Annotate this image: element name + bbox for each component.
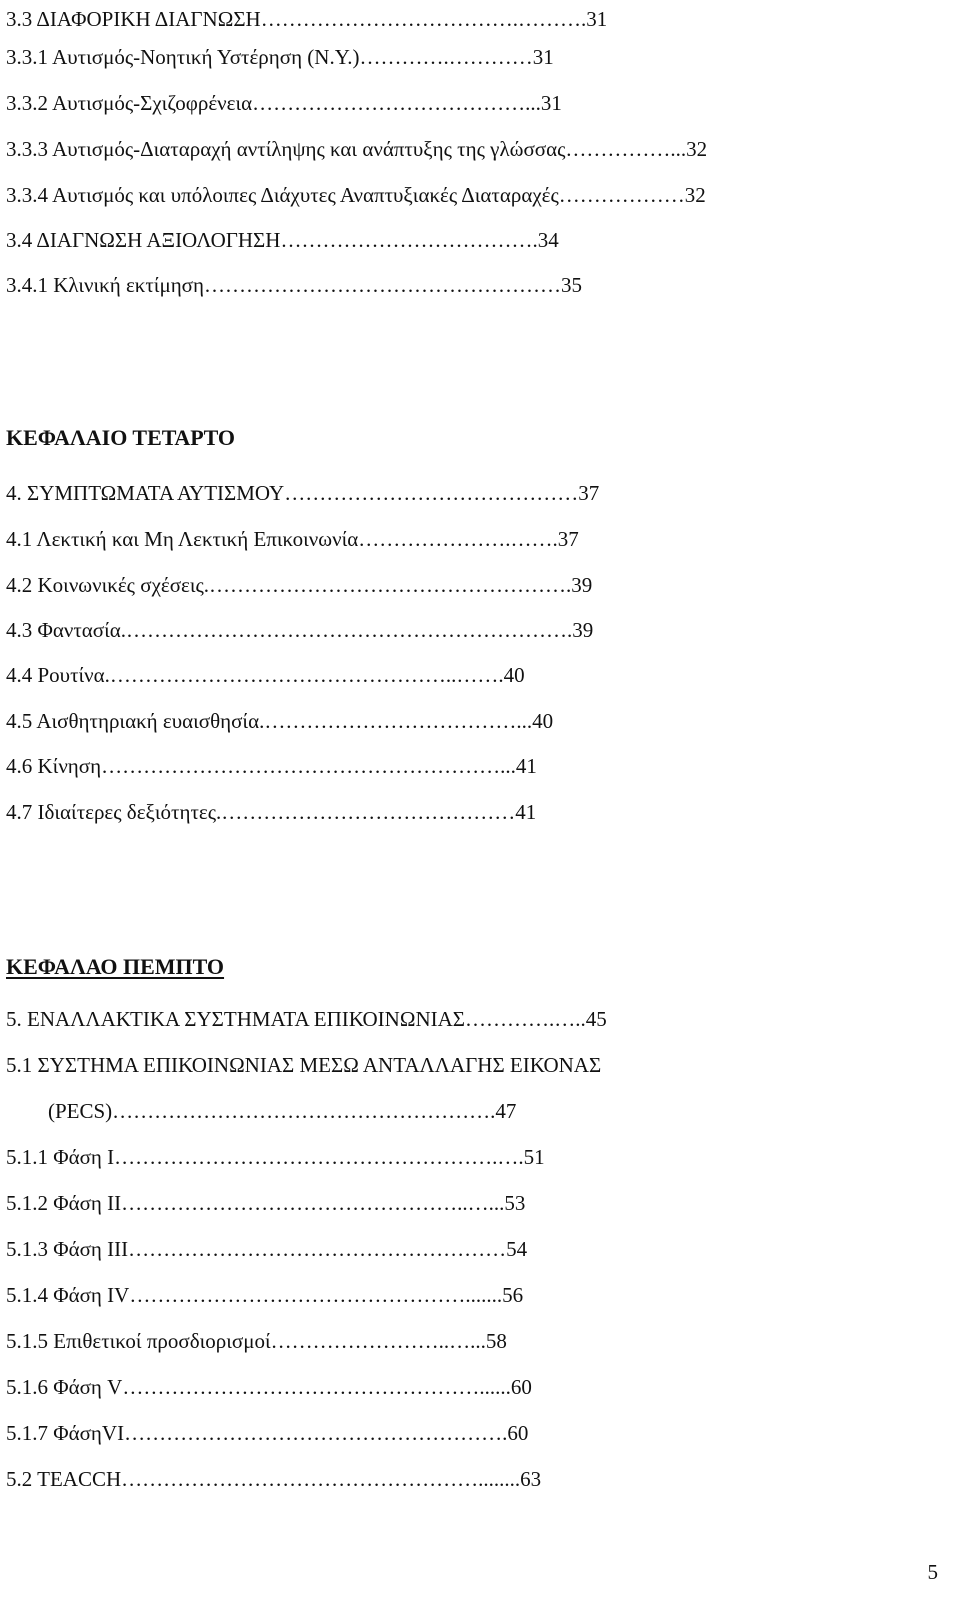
toc-entry-5-1-4: 5.1.4 Φάση ΙV………………………………………….......56 <box>6 1283 524 1307</box>
toc-entry-4-3: 4.3 Φαντασία.……………………………………………………….39 <box>6 618 594 642</box>
toc-entry-4-5: 4.5 Αισθητηριακή ευαισθησία.………………………………...40 <box>6 709 554 733</box>
toc-entry-4-6: 4.6 Κίνηση…………………………………………………...41 <box>6 754 537 778</box>
toc-entry-5-1-3: 5.1.3 Φάση ΙΙΙ………………………………………………54 <box>6 1237 528 1261</box>
toc-entry-5-1-1: 5.1.1 Φάση Ι……………………………………………….….51 <box>6 1145 545 1169</box>
toc-entry-5-1-cont: (PECS)……………………………………………….47 <box>48 1099 517 1123</box>
toc-entry-4-1: 4.1 Λεκτική και Μη Λεκτική Επικοινωνία………………….…….37 <box>6 527 579 551</box>
toc-entry-3-3-4: 3.3.4 Αυτισμός και υπόλοιπες Διάχυτες Αναπτυξιακές Διαταραχές………………32 <box>6 183 706 207</box>
toc-entry-5-1-2: 5.1.2 Φάση ΙΙ…………………………………………..…...53 <box>6 1191 526 1215</box>
toc-entry-4-7: 4.7 Ιδιαίτερες δεξιότητες.……………………………………41 <box>6 800 537 824</box>
toc-entry-5-1-5: 5.1.5 Επιθετικοί προσδιορισμοί……………………..…...58 <box>6 1329 507 1353</box>
toc-entry-3-3-3: 3.3.3 Αυτισμός-Διαταραχή αντίληψης και ανάπτυξης της γλώσσας……………...32 <box>6 137 708 161</box>
page-number: 5 <box>927 1560 938 1584</box>
toc-entry-3-3-1: 3.3.1 Αυτισμός-Νοητική Υστέρηση (Ν.Υ.)………….…………31 <box>6 45 554 69</box>
toc-entry-5-1-7: 5.1.7 ΦάσηVI……………………………………………….60 <box>6 1421 529 1445</box>
toc-entry-4-4: 4.4 Ρουτίνα.…………………………………………..…….40 <box>6 663 525 687</box>
toc-entry-4-2: 4.2 Κοινωνικές σχέσεις.…………………………………………….39 <box>6 573 593 597</box>
toc-entry-3-4-1: 3.4.1 Κλινική εκτίμηση……………………………………………35 <box>6 273 582 297</box>
chapter4-heading: ΚΕΦΑΛΑΙΟ ΤΕΤΑΡΤΟ <box>6 425 236 450</box>
toc-entry-3-3: 3.3 ΔΙΑΦΟΡΙΚΗ ΔΙΑΓΝΩΣΗ……………………………….……….31 <box>6 7 608 31</box>
chapter5-heading: ΚΕΦΑΛΑΟ ΠΕΜΠΤΟ <box>6 954 225 979</box>
toc-entry-5-1: 5.1 ΣΥΣΤΗΜΑ ΕΠΙΚΟΙΝΩΝΙΑΣ ΜΕΣΩ ΑΝΤΑΛΛΑΓΗΣ ΕΙΚΟΝΑΣ <box>6 1053 602 1077</box>
toc-entry-5-1-6: 5.1.6 Φάση V……………………………………………......60 <box>6 1375 532 1399</box>
toc-entry-5: 5. ΕΝΑΛΛΑΚΤΙΚΑ ΣΥΣΤΗΜΑΤΑ ΕΠΙΚΟΙΝΩΝΙΑΣ………….…..45 <box>6 1007 607 1031</box>
toc-entry-3-4: 3.4 ΔΙΑΓΝΩΣΗ ΑΞΙΟΛΟΓΗΣΗ……………………………….34 <box>6 228 559 252</box>
toc-entry-4: 4. ΣΥΜΠΤΩΜΑΤΑ ΑΥΤΙΣΜΟΥ……………………………………37 <box>6 481 600 505</box>
toc-entry-3-3-2: 3.3.2 Αυτισμός-Σχιζοφρένεια…………………………………...31 <box>6 91 562 115</box>
toc-entry-5-2: 5.2 TEACCH……………………………………………........63 <box>6 1467 542 1491</box>
